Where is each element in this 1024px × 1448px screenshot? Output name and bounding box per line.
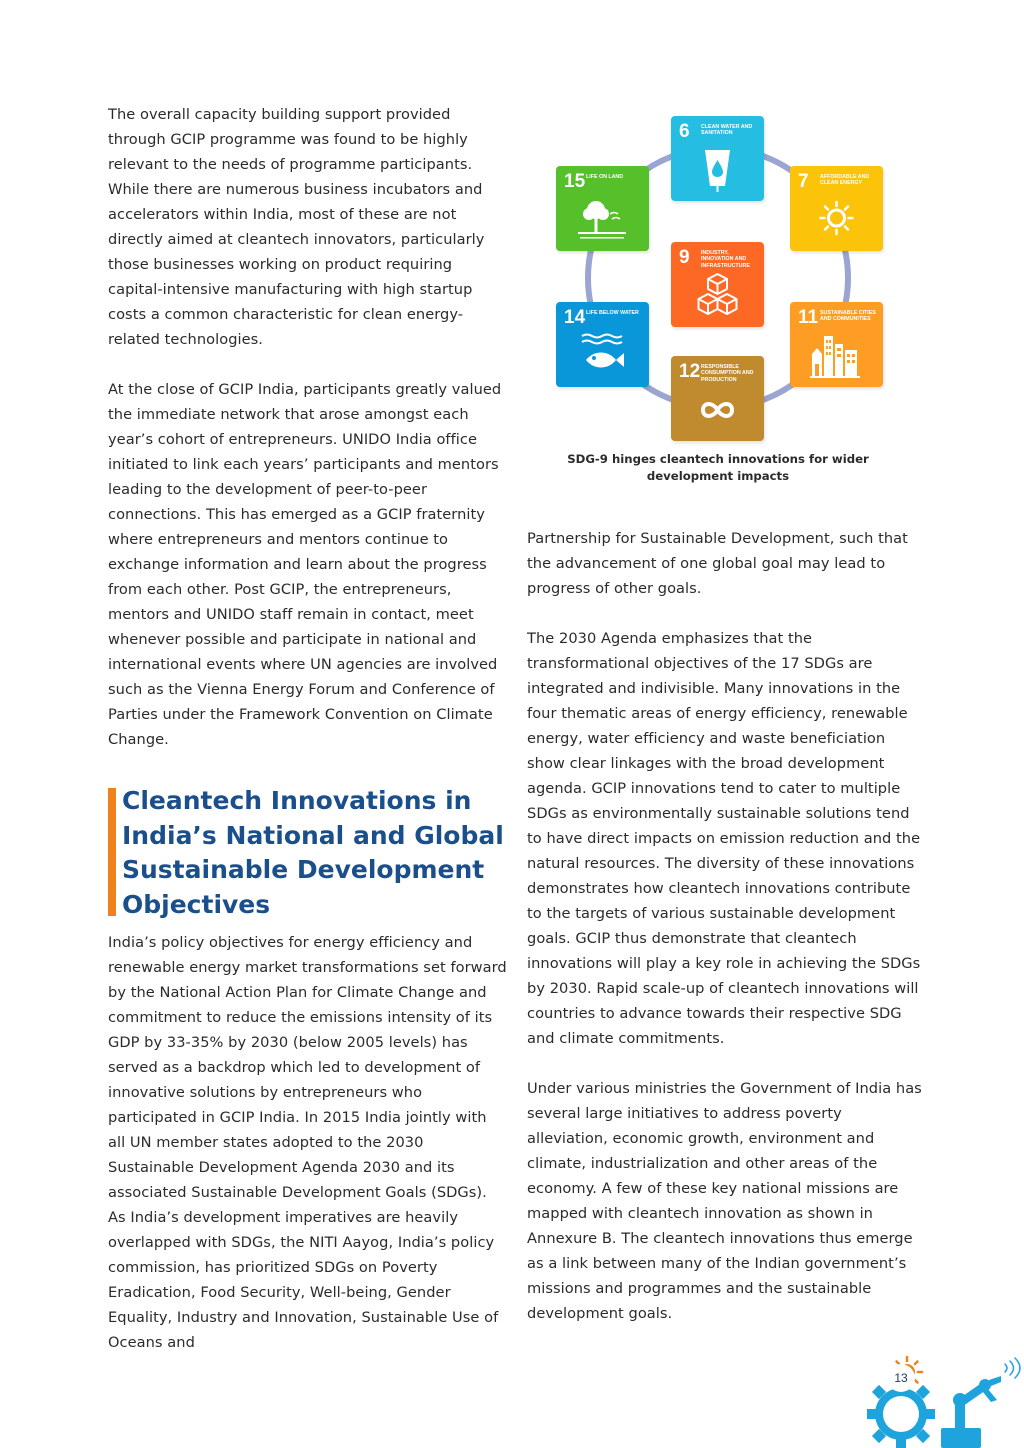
cubes-icon <box>671 272 764 322</box>
right-column <box>527 526 927 1326</box>
fish-icon <box>556 332 649 382</box>
paragraph-government-initiatives: Under various ministries the Government of India has several large initiatives to address poverty alleviation, economic growth, environment and climate, industrialization and other areas of the economy. A few of these key national missions are mapped with cleantech innovation as shown in Annexure B. The cleantech innovations thus emerge as a link between many of the Indian government’s missions and programmes and the sustainable development goals. <box>527 1080 922 1322</box>
sdg-label: INDUSTRY, INNOVATION AND INFRASTRUCTURE <box>701 250 750 269</box>
sun-icon <box>790 196 883 246</box>
sdg-label: LIFE ON LAND <box>586 174 624 180</box>
sdg-label: SUSTAINABLE CITIES AND COMMUNITIES <box>820 310 876 323</box>
left-column <box>108 102 508 1355</box>
sdg-label: AFFORDABLE AND CLEAN ENERGY <box>820 174 870 187</box>
section-heading-block <box>108 784 508 922</box>
sdg-figure <box>550 110 890 450</box>
sdg-number: 9 <box>679 247 690 268</box>
city-icon <box>790 332 883 382</box>
paragraph-network: At the close of GCIP India, participants greatly valued the immediate network that arose amongst each year’s cohort of entrepreneurs. UNIDO India office initiated to link each years’ participants and mentors leading to the development of peer-to-peer connections. This has emerged as a GCIP fraternity where entrepreneurs and mentors continue to exchange information and learn about the progress from each other. Post GCIP, the entrepreneurs, mentors and UNIDO staff remain in contact, meet whenever possible and participate in national and international events where UN agencies are involved such as the Vienna Energy Forum and Conference of Parties under the Framework Convention on Climate Change. <box>108 381 502 748</box>
sdg-label: LIFE BELOW WATER <box>586 310 639 316</box>
page-number: 13 <box>887 1364 915 1392</box>
sdg-label: CLEAN WATER AND SANITATION <box>701 124 753 137</box>
sdg-number: 15 <box>564 171 586 192</box>
sdg-number: 14 <box>564 307 586 328</box>
sdg-tile-9 <box>671 242 764 327</box>
paragraph-capacity-building: The overall capacity building support provided through GCIP programme was found to be highly relevant to the needs of programme participants. While there are numerous business incubators and accelerators within India, most of these are not directly aimed at cleantech innovators, particularly those businesses working on product requiring capital-intensive manufacturing with high startup costs a common characteristic for clean energy-related technologies. <box>108 106 485 348</box>
tree-icon <box>556 196 649 246</box>
sdg-number: 11 <box>798 307 819 328</box>
paragraph-2030-agenda: The 2030 Agenda emphasizes that the transformational objectives of the 17 SDGs are integrated and indivisible. Many innovations in the four thematic areas of energy efficiency, renewable energy, water efficiency and waste beneficiation show clear linkages with the broad development agenda. GCIP innovations tend to cater to multiple SDGs as environmentally sustainable solutions tend to have direct impacts on emission reduction and the natural resources. The diversity of these innovations demonstrates how cleantech innovations contribute to the targets of various sustainable development goals. GCIP thus demonstrate that cleantech innovations will play a key role in achieving the SDGs by 2030. Rapid scale-up of cleantech innovations will countries to advance towards their respective SDG and climate commitments. <box>527 630 921 1047</box>
sdg-number: 12 <box>679 361 701 382</box>
water-drop-icon <box>671 146 764 196</box>
heading-accent-bar <box>108 788 116 916</box>
gear-robot-decoration-icon <box>865 1350 1024 1448</box>
sdg-tile-6 <box>671 116 764 201</box>
sdg-number: 7 <box>798 171 809 192</box>
sdg-tile-7 <box>790 166 883 251</box>
sdg-tile-11 <box>790 302 883 387</box>
sdg-tile-15 <box>556 166 649 251</box>
section-heading: Cleantech Innovations in India’s National and Global Sustainable Development Objectives <box>122 786 504 919</box>
sdg-label: RESPONSIBLE CONSUMPTION AND PRODUCTION <box>701 364 754 383</box>
infinity-icon <box>671 386 764 436</box>
sdg-number: 6 <box>679 121 690 142</box>
figure-caption: SDG-9 hinges cleantech innovations for wider development impacts <box>567 452 869 483</box>
sdg-tile-14 <box>556 302 649 387</box>
sdg-tile-12 <box>671 356 764 441</box>
paragraph-policy-objectives: India’s policy objectives for energy efficiency and renewable energy market transformations set forward by the National Action Plan for Climate Change and commitment to reduce the emissions intensity of its GDP by 33-35% by 2030 (below 2005 levels) has served as a backdrop which led to development of innovative solutions by entrepreneurs who participated in GCIP India. In 2015 India jointly with all UN member states adopted to the 2030 Sustainable Development Agenda 2030 and its associated Sustainable Development Goals (SDGs). As India’s development imperatives are heavily overlapped with SDGs, the NITI Aayog, India’s policy commission, has prioritized SDGs on Poverty Eradication, Food Security, Well-being, Gender Equality, Industry and Innovation, Sustainable Use of Oceans and <box>108 934 507 1351</box>
paragraph-partnership: Partnership for Sustainable Development, such that the advancement of one global goal may lead to progress of other goals. <box>527 530 908 597</box>
